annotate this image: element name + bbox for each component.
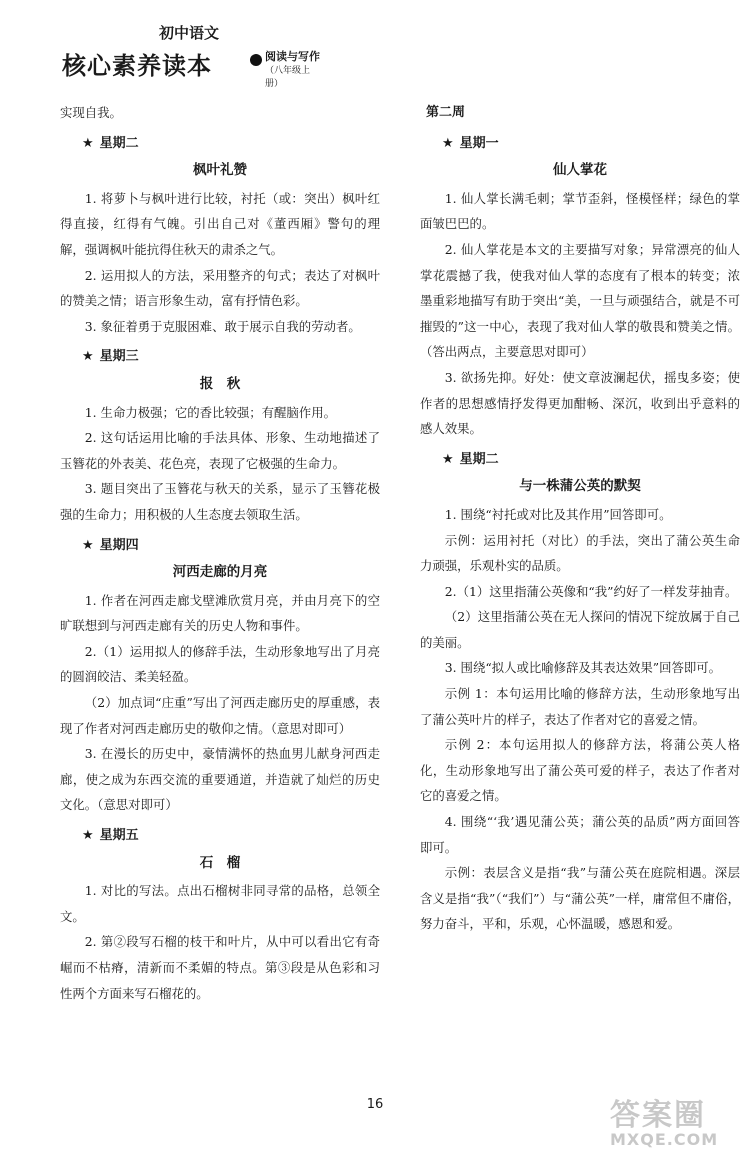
answer-paragraph: 4. 围绕“‘我’遇见蒲公英；蒲公英的品质”两方面回答即可。 <box>420 814 740 855</box>
book-header <box>62 22 322 89</box>
week-heading: 第二周 <box>426 105 466 120</box>
watermark-line1: 答案圈 <box>610 1098 706 1133</box>
header-right-line1: 阅读与写作 <box>265 50 320 63</box>
intro-text: 实现自我。 <box>60 105 122 120</box>
answer-paragraph: 1. 对比的写法。点出石榴树非同寻常的品格，总领全文。 <box>60 883 380 924</box>
day-heading: ★ 星期四 <box>60 533 380 559</box>
section-title: 枫叶礼赞 <box>193 162 247 179</box>
left-column <box>60 100 380 1006</box>
header-title: 核心素养读本 <box>62 52 212 80</box>
section-title: 石 榴 <box>199 854 241 871</box>
section-title: 报 秋 <box>199 375 241 392</box>
right-column <box>420 100 740 937</box>
answer-paragraph: 2.（1）运用拟人的修辞手法，生动形象地写出了月亮的圆润皎洁、柔美轻盈。 <box>60 643 380 685</box>
answer-paragraph: 2.（1）这里指蒲公英像和“我”约好了一样发芽抽青。 <box>444 583 738 599</box>
star-icon: ★ <box>442 451 454 467</box>
answer-paragraph: 1. 生命力极强；它的香比较强；有醒脑作用。 <box>84 404 336 420</box>
answer-paragraph: 2. 第②段写石榴的枝干和叶片，从中可以看出它有奇崛而不枯瘠，清新而不柔媚的特点。第③段是从色彩和习性两个方面来写石榴花的。 <box>60 934 380 1001</box>
answer-paragraph: 3. 围绕“拟人或比喻修辞及其表达效果”回答即可。 <box>444 660 722 676</box>
answer-paragraph: 3. 欲扬先抑。好处：使文章波澜起伏，摇曳多姿；使作者的思想感情抒发得更加酣畅、深沉，收到出乎意料的感人效果。 <box>420 369 740 437</box>
header-right-line2: （八年级上册） <box>265 66 311 89</box>
answer-paragraph: 3. 在漫长的历史中，豪情满怀的热血男儿献身河西走廊，使之成为东西交流的重要通道，并造就了灿烂的历史文化。（意思对即可） <box>60 746 380 813</box>
page-number: 16 <box>366 1097 384 1112</box>
header-subtitle: 初中语文 <box>159 24 220 42</box>
day-heading: ★ 星期一 <box>420 131 740 157</box>
star-icon: ★ <box>82 537 94 553</box>
day-heading: ★ 星期二 <box>60 131 380 157</box>
star-icon: ★ <box>82 135 94 151</box>
bullet-dot-icon <box>250 54 262 66</box>
answer-paragraph: 1. 围绕“衬托或对比及其作用”回答即可。 <box>444 506 672 522</box>
answer-paragraph: 3. 题目突出了玉簪花与秋天的关系，显示了玉簪花极强的生命力；用积极的人生态度去领取生活。 <box>60 481 380 522</box>
watermark-line2: MXQE.COM <box>610 1130 719 1149</box>
star-icon: ★ <box>82 349 94 365</box>
answer-paragraph: 2. 这句话运用比喻的手法具体、形象、生动地描述了玉簪花的外表美、花色亮，表现了它极强的生命力。 <box>60 430 380 471</box>
section-title: 仙人掌花 <box>553 162 607 179</box>
answer-paragraph: （2）这里指蒲公英在无人探问的情况下绽放属于自己的美丽。 <box>420 609 740 650</box>
watermark <box>610 1090 740 1150</box>
section-title: 与一株蒲公英的默契 <box>519 478 641 495</box>
answer-paragraph: 3. 象征着勇于克服困难、敢于展示自我的劳动者。 <box>84 318 361 334</box>
answer-paragraph: 示例 1：本句运用比喻的修辞方法，生动形象地写出了蒲公英叶片的样子，表达了作者对它的喜爱之情。 <box>420 686 740 727</box>
answer-paragraph: （2）加点词“庄重”写出了河西走廊历史的厚重感，表现了作者对河西走廊历史的敬仰之情。（意思对即可） <box>60 695 380 736</box>
answer-paragraph: 1. 将萝卜与枫叶进行比较，衬托（或：突出）枫叶红得直接，红得有气魄。引出自己对《董西厢》警句的理解，强调枫叶能抗得住秋天的肃杀之气。 <box>60 190 380 257</box>
answer-paragraph: 示例：表层含义是指“我”与蒲公英在庭院相遇。深层含义是指“我”（“我们”）与“蒲公英”一样，庸常但不庸俗，努力奋斗，平和，乐观，心怀温暖，感恩和爱。 <box>420 865 740 932</box>
answer-paragraph: 2. 仙人掌花是本文的主要描写对象；异常漂亮的仙人掌花震撼了我，使我对仙人掌的态度有了根本的转变；浓墨重彩地描写有助于突出“美，一旦与顽强结合，就是不可摧毁的”这一中心，表现了我对仙人掌的敬畏和赞美之情。（答出两点，主要意思对即可） <box>420 241 740 360</box>
star-icon: ★ <box>442 135 454 151</box>
day-heading: ★ 星期五 <box>60 823 380 849</box>
answer-paragraph: 示例 2：本句运用拟人的修辞方法，将蒲公英人格化，生动形象地写出了蒲公英可爱的样子，表达了作者对它的喜爱之情。 <box>420 737 740 804</box>
section-title: 河西走廊的月亮 <box>172 564 268 581</box>
star-icon: ★ <box>82 828 94 844</box>
answer-paragraph: 示例：运用衬托（对比）的手法，突出了蒲公英生命力顽强，乐观朴实的品质。 <box>420 532 740 574</box>
answer-paragraph: 1. 仙人掌长满毛刺；掌节歪斜，怪模怪样；绿色的掌面皱巴巴的。 <box>420 190 740 232</box>
day-heading: ★ 星期二 <box>420 447 740 473</box>
answer-paragraph: 1. 作者在河西走廊戈壁滩欣赏月亮，并由月亮下的空旷联想到与河西走廊有关的历史人物和事件。 <box>60 592 380 634</box>
answer-paragraph: 2. 运用拟人的方法，采用整齐的句式；表达了对枫叶的赞美之情；语言形象生动，富有抒情色彩。 <box>60 267 380 309</box>
day-heading: ★ 星期三 <box>60 344 380 370</box>
